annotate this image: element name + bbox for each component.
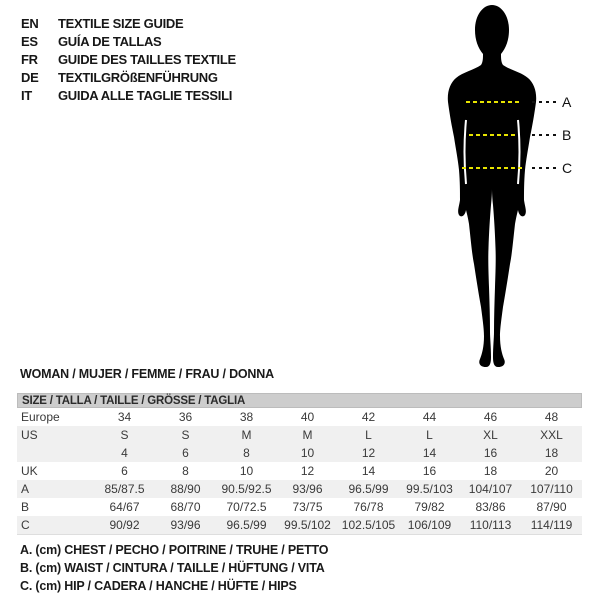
language-title: GUÍA DE TALLAS bbox=[58, 34, 162, 49]
language-title: TEXTILE SIZE GUIDE bbox=[58, 16, 184, 31]
us-number-size: 18 bbox=[544, 446, 559, 460]
measurement-legend bbox=[20, 541, 328, 595]
row-label: C bbox=[21, 518, 30, 532]
size-cell: 90/92 bbox=[109, 518, 140, 532]
size-cell: 12 bbox=[300, 464, 315, 478]
language-title: GUIDA ALLE TAGLIE TESSILI bbox=[58, 88, 233, 103]
size-cell: 40 bbox=[300, 410, 315, 424]
size-cell: 90.5/92.5 bbox=[221, 482, 272, 496]
section-title: WOMAN / MUJER / FEMME / FRAU / DONNA bbox=[20, 367, 274, 381]
language-code: EN bbox=[21, 16, 39, 31]
size-cell: 20 bbox=[544, 464, 559, 478]
measure-label-waist: B bbox=[562, 127, 572, 143]
measure-label-hip: C bbox=[562, 160, 573, 176]
us-letter-size: XL bbox=[483, 428, 498, 442]
us-number-size: 10 bbox=[300, 446, 315, 460]
size-cell bbox=[521, 426, 582, 462]
size-cell: 76/78 bbox=[353, 500, 384, 514]
size-cell: 70/72.5 bbox=[226, 500, 267, 514]
size-cell: 79/82 bbox=[414, 500, 445, 514]
language-row bbox=[21, 33, 236, 51]
size-cell: 6 bbox=[121, 464, 128, 478]
us-number-size: 8 bbox=[243, 446, 250, 460]
size-cell: 110/113 bbox=[469, 518, 512, 532]
table-row-us bbox=[17, 426, 582, 462]
figure-area bbox=[420, 2, 600, 374]
language-row bbox=[21, 51, 236, 69]
size-cell: 104/107 bbox=[468, 482, 513, 496]
table-row-europe bbox=[17, 408, 582, 426]
language-code: FR bbox=[21, 52, 38, 67]
woman-silhouette-shape bbox=[448, 5, 536, 367]
language-code: DE bbox=[21, 70, 39, 85]
size-cell: 102.5/105 bbox=[341, 518, 396, 532]
size-cell: 44 bbox=[422, 410, 437, 424]
table-row-chest bbox=[17, 480, 582, 498]
size-cell: 99.5/102 bbox=[284, 518, 331, 532]
us-letter-size: M bbox=[302, 428, 313, 442]
size-cell: 38 bbox=[239, 410, 254, 424]
size-cell: 96.5/99 bbox=[226, 518, 267, 532]
size-cell: 68/70 bbox=[170, 500, 201, 514]
size-cell: 8 bbox=[182, 464, 189, 478]
us-number-size: 14 bbox=[422, 446, 437, 460]
size-cell: 107/110 bbox=[530, 482, 573, 496]
language-title: GUIDE DES TAILLES TEXTILE bbox=[58, 52, 236, 67]
row-label: US bbox=[21, 428, 38, 442]
size-cell: 10 bbox=[239, 464, 254, 478]
us-letter-size: L bbox=[426, 428, 433, 442]
size-cell: 85/87.5 bbox=[104, 482, 145, 496]
us-letter-size: M bbox=[241, 428, 252, 442]
measure-label-chest: A bbox=[562, 94, 572, 110]
language-code: ES bbox=[21, 34, 38, 49]
size-cell: 64/67 bbox=[109, 500, 140, 514]
size-cell bbox=[94, 426, 155, 462]
size-cell bbox=[155, 426, 216, 462]
size-cell: 96.5/99 bbox=[348, 482, 389, 496]
size-cell bbox=[399, 426, 460, 462]
size-table-header: SIZE / TALLA / TAILLE / GRÖSSE / TAGLIA bbox=[17, 393, 582, 408]
language-row bbox=[21, 69, 236, 87]
size-cell: 34 bbox=[117, 410, 132, 424]
size-cell: 46 bbox=[483, 410, 498, 424]
us-number-size: 4 bbox=[121, 446, 128, 460]
language-list bbox=[21, 15, 236, 105]
us-number-size: 12 bbox=[361, 446, 376, 460]
us-number-size: 6 bbox=[182, 446, 189, 460]
table-row-waist bbox=[17, 498, 582, 516]
size-cell: 99.5/103 bbox=[406, 482, 453, 496]
legend-line-hip: C. (cm) HIP / CADERA / HANCHE / HÜFTE / HIPS bbox=[20, 579, 297, 593]
us-letter-size: XXL bbox=[540, 428, 563, 442]
row-label: B bbox=[21, 500, 30, 514]
size-cell: 114/119 bbox=[530, 518, 573, 532]
size-cell: 36 bbox=[178, 410, 193, 424]
row-label: UK bbox=[21, 464, 38, 478]
row-label: Europe bbox=[21, 410, 60, 424]
size-cell: 106/109 bbox=[407, 518, 452, 532]
size-cell: 18 bbox=[483, 464, 498, 478]
row-label: A bbox=[21, 482, 30, 496]
language-row bbox=[21, 87, 236, 105]
legend-line-chest: A. (cm) CHEST / PECHO / POITRINE / TRUHE / PETTO bbox=[20, 543, 329, 557]
size-cell: 93/96 bbox=[292, 482, 323, 496]
size-cell: 16 bbox=[422, 464, 437, 478]
language-title: TEXTILGRÖßENFÜHRUNG bbox=[58, 70, 218, 85]
size-cell bbox=[338, 426, 399, 462]
size-cell: 14 bbox=[361, 464, 376, 478]
language-code: IT bbox=[21, 88, 32, 103]
us-number-size: 16 bbox=[483, 446, 498, 460]
size-cell: 83/86 bbox=[475, 500, 506, 514]
woman-silhouette bbox=[420, 2, 580, 372]
size-cell: 42 bbox=[361, 410, 376, 424]
us-letter-size: L bbox=[365, 428, 372, 442]
size-cell bbox=[216, 426, 277, 462]
size-cell bbox=[460, 426, 521, 462]
us-letter-size: S bbox=[120, 428, 129, 442]
size-cell: 88/90 bbox=[170, 482, 201, 496]
size-cell: 73/75 bbox=[292, 500, 323, 514]
size-cell bbox=[277, 426, 338, 462]
size-table bbox=[17, 393, 582, 535]
size-cell: 87/90 bbox=[536, 500, 567, 514]
legend-line-waist: B. (cm) WAIST / CINTURA / TAILLE / HÜFTUNG / VITA bbox=[20, 561, 325, 575]
us-letter-size: S bbox=[181, 428, 190, 442]
size-cell: 93/96 bbox=[170, 518, 201, 532]
size-cell: 48 bbox=[544, 410, 559, 424]
language-row bbox=[21, 15, 236, 33]
table-row-uk bbox=[17, 462, 582, 480]
table-row-hip bbox=[17, 516, 582, 534]
